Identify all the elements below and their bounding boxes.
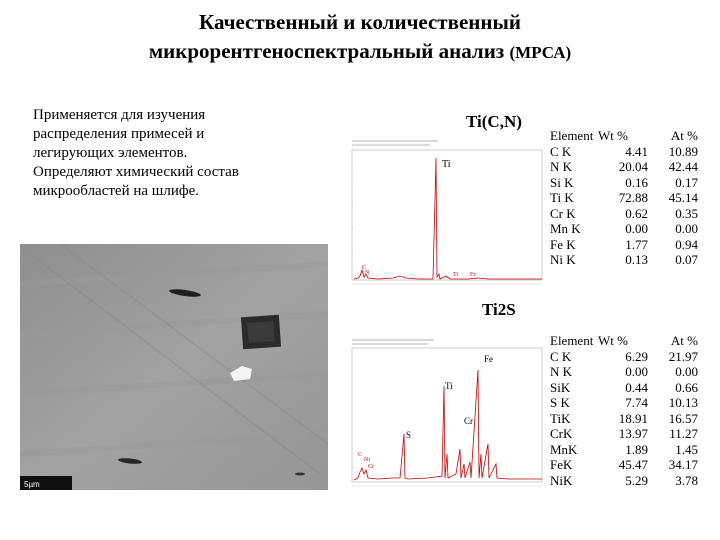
sem-micrograph — [20, 244, 328, 490]
table-cell: SiK — [550, 379, 571, 395]
table-row — [550, 442, 698, 458]
table-row — [550, 206, 698, 222]
table-cell: 1.89 — [625, 441, 648, 457]
table-cell: 42.44 — [668, 159, 698, 174]
table-cell: Mn K — [550, 221, 581, 236]
spectrum-2-minor-label: Ni — [364, 457, 370, 463]
intro-line: распределения примесей и — [33, 126, 205, 142]
table-cell: 0.62 — [625, 205, 648, 221]
table-cell: 3.78 — [675, 472, 698, 488]
table-cell: 0.00 — [625, 221, 648, 236]
spectrum-1-label: Ti(C,N) — [466, 112, 522, 131]
spectrum-2-table — [550, 333, 698, 488]
spectrum-1-minor-label: Ti — [453, 272, 459, 278]
table-cell: Ni K — [550, 252, 576, 267]
spectrum-2-peak-label: Cr — [464, 416, 473, 426]
table-cell: C K — [550, 143, 572, 159]
title-abbreviation: (МРСА) — [509, 43, 572, 62]
spectrum-2-peak-label: Ti — [445, 381, 453, 391]
spectrum-1-peak-label: Ti — [442, 159, 451, 170]
intro-text — [33, 106, 303, 201]
table-cell: TiK — [550, 410, 571, 426]
spectrum-2-label: Ti2S — [482, 300, 516, 319]
spectrum-1-minor-label: C — [362, 265, 367, 271]
spectrum-1-chart — [338, 136, 546, 290]
table-header: At % — [670, 128, 698, 143]
table-cell: Fe K — [550, 236, 576, 252]
table-header: Wt % — [598, 333, 628, 348]
table-cell: 1.77 — [625, 236, 648, 252]
spectrum-1-minor-label: Fe — [470, 272, 476, 278]
title-line-2 — [0, 37, 720, 67]
table-cell: 45.47 — [618, 457, 648, 472]
table-cell: NiK — [550, 472, 573, 488]
table-header-row — [550, 333, 698, 349]
slide-title — [0, 8, 720, 67]
table-row — [550, 473, 698, 489]
table-cell: 0.94 — [675, 236, 698, 252]
table-row — [550, 380, 698, 396]
spectrum-2-chart — [338, 334, 546, 492]
intro-line: микрообластей на шлифе. — [33, 183, 199, 199]
table-row — [550, 221, 698, 237]
table-cell: 0.66 — [675, 379, 698, 395]
spectrum-2-peak-label: S — [406, 430, 412, 440]
spectrum-2-peak-label: Fe — [484, 354, 493, 364]
table-cell: 0.00 — [675, 221, 698, 236]
table-row — [550, 252, 698, 268]
table-row — [550, 457, 698, 473]
table-cell: 20.04 — [618, 159, 648, 174]
table-cell: N K — [550, 159, 573, 174]
table-cell: S K — [550, 395, 570, 410]
spectrum-2-minor-label: Cr — [368, 464, 374, 470]
title-line-2-text: микрорентгеноспектральный анализ — [148, 39, 505, 63]
table-cell: Cr K — [550, 205, 576, 221]
table-cell: Ti K — [550, 190, 574, 205]
title-line-1: Качественный и количественный — [199, 10, 521, 34]
table-cell: 7.74 — [625, 395, 648, 410]
spectrum-1-table — [550, 128, 698, 268]
scale-bar-label: 5µm — [24, 480, 40, 489]
table-cell: 45.14 — [668, 190, 698, 205]
table-cell: 13.97 — [618, 426, 648, 441]
table-cell: 16.57 — [668, 410, 698, 426]
table-row — [550, 349, 698, 365]
table-cell: 34.17 — [668, 457, 698, 472]
table-header-row — [550, 128, 698, 144]
table-row — [550, 175, 698, 191]
table-cell: N K — [550, 364, 573, 379]
table-cell: 72.88 — [618, 190, 648, 205]
table-cell: 0.00 — [625, 364, 648, 379]
table-cell: 0.07 — [675, 252, 698, 267]
table-cell: CrK — [550, 426, 573, 441]
table-row — [550, 159, 698, 175]
table-row — [550, 364, 698, 380]
table-cell: FeK — [550, 457, 573, 472]
table-row — [550, 426, 698, 442]
spectrum-1-minor-label: N — [365, 270, 370, 276]
table-cell: 1.45 — [675, 441, 698, 457]
table-cell: 0.13 — [625, 252, 648, 267]
table-cell: 0.35 — [675, 205, 698, 221]
table-header: Wt % — [598, 128, 628, 143]
table-header: Element — [550, 333, 594, 348]
intro-line: легирующих элементов. — [33, 145, 188, 161]
table-cell: 0.17 — [675, 174, 698, 190]
table-cell: 11.27 — [669, 426, 698, 441]
table-cell: 6.29 — [625, 348, 648, 364]
table-row — [550, 144, 698, 160]
table-cell: 21.97 — [668, 348, 698, 364]
table-row — [550, 411, 698, 427]
table-cell: C K — [550, 348, 572, 364]
table-cell: 0.44 — [625, 379, 648, 395]
table-cell: 4.41 — [625, 143, 648, 159]
spectrum-2-minor-label: C — [358, 452, 363, 458]
table-cell: MnK — [550, 441, 578, 457]
intro-line: Определяют химический состав — [33, 164, 239, 180]
table-cell: 0.00 — [675, 364, 698, 379]
table-cell: Si K — [550, 174, 574, 190]
table-cell: 10.13 — [668, 395, 698, 410]
table-cell: 18.91 — [618, 410, 648, 426]
table-row — [550, 237, 698, 253]
table-row — [550, 190, 698, 206]
table-header: At % — [670, 333, 698, 348]
table-header: Element — [550, 128, 594, 143]
table-row — [550, 395, 698, 411]
table-cell: 0.16 — [625, 174, 648, 190]
intro-line: Применяется для изучения — [33, 107, 206, 123]
table-cell: 10.89 — [668, 143, 698, 159]
table-cell: 5.29 — [625, 472, 648, 488]
